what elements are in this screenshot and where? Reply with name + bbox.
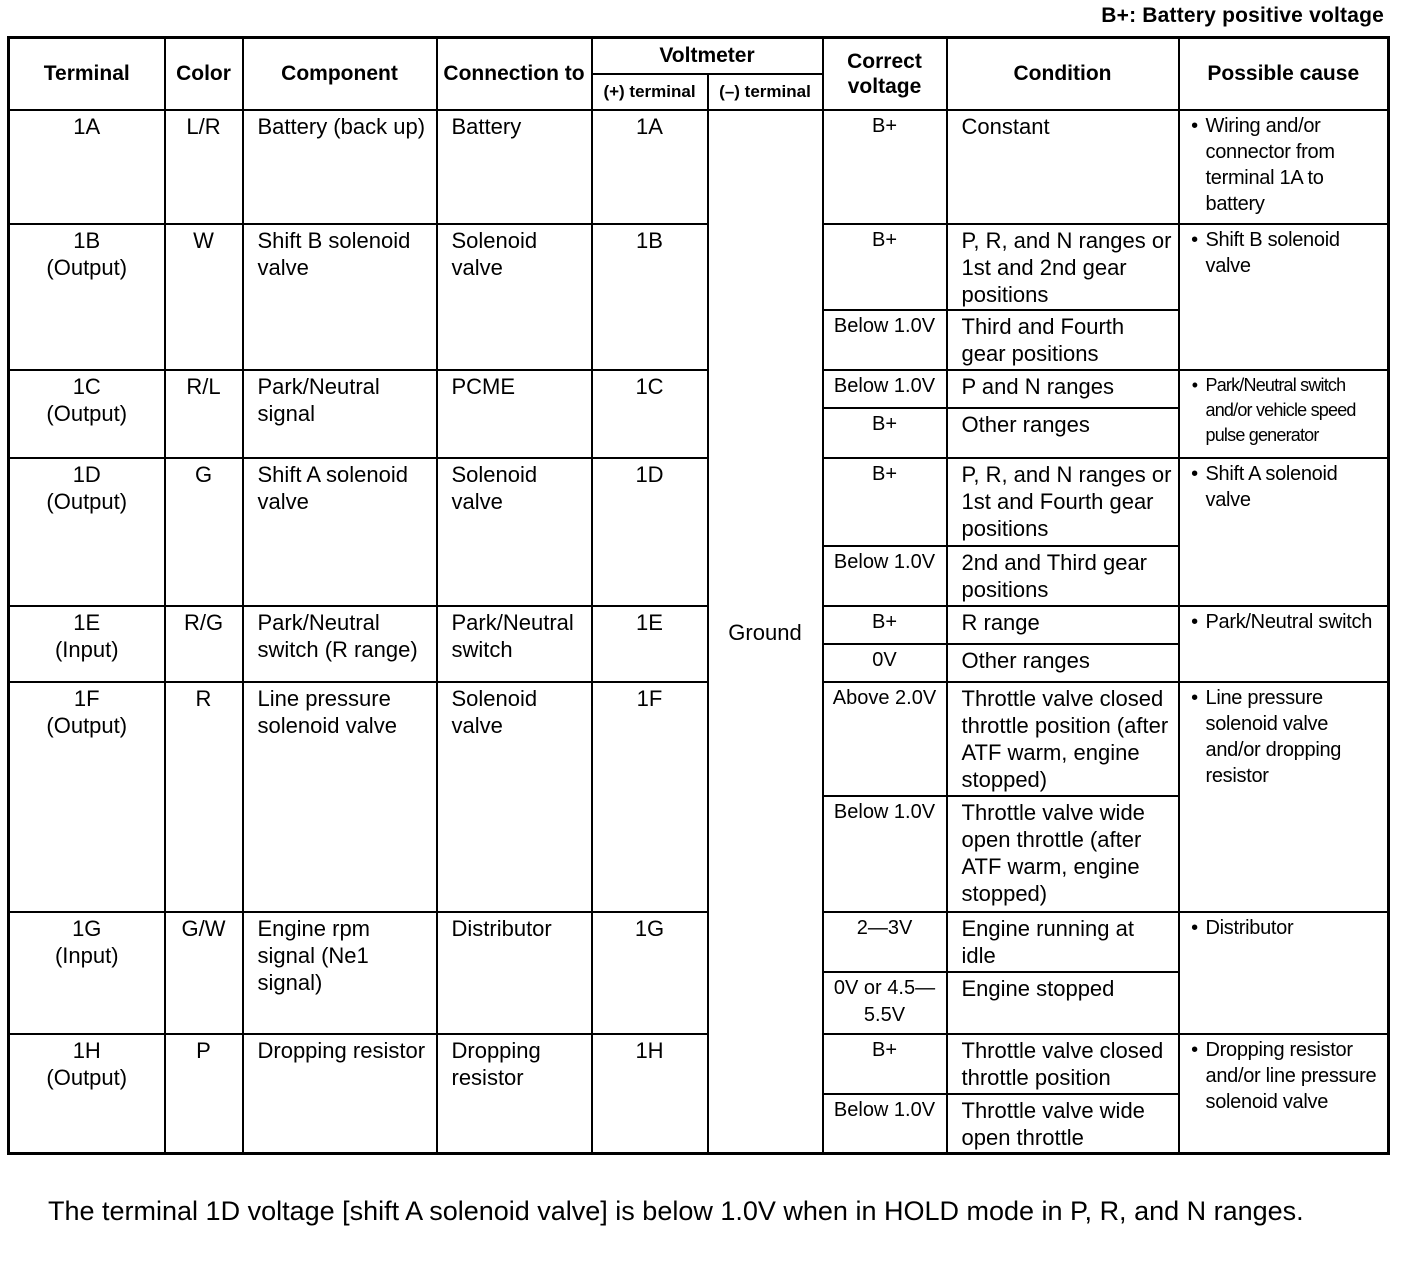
header-color: Color <box>165 38 243 110</box>
color-cell: L/R <box>165 110 243 224</box>
plus-terminal-cell: 1F <box>592 682 708 912</box>
voltage-cell: Below 1.0V <box>823 796 947 912</box>
voltage-cell: Above 2.0V <box>823 682 947 796</box>
color-cell: W <box>165 224 243 370</box>
condition-cell: P, R, and N ranges or 1st and Fourth gear positions <box>947 458 1179 546</box>
connection-cell: Solenoid valve <box>437 682 592 912</box>
cause-cell: • Wiring and/or connector from terminal 1A to battery <box>1179 110 1389 224</box>
voltage-cell: Below 1.0V <box>823 370 947 408</box>
color-cell: R/G <box>165 606 243 682</box>
header-terminal: Terminal <box>9 38 165 110</box>
condition-cell: 2nd and Third gear positions <box>947 546 1179 606</box>
header-plus-terminal: (+) terminal <box>592 74 708 110</box>
plus-terminal-cell: 1G <box>592 912 708 1034</box>
connection-cell: PCME <box>437 370 592 458</box>
table-row <box>9 224 1389 310</box>
table-row <box>9 682 1389 796</box>
condition-cell: Throttle valve wide open throttle <box>947 1094 1179 1154</box>
header-connection: Connection to <box>437 38 592 110</box>
cause-cell: • Park/Neutral switch <box>1179 606 1389 682</box>
voltage-cell: 0V or 4.5—5.5V <box>823 972 947 1034</box>
voltage-cell: B+ <box>823 1034 947 1094</box>
voltage-cell: B+ <box>823 606 947 644</box>
component-cell: Line pressure solenoid valve <box>243 682 437 912</box>
terminal-cell: 1D (Output) <box>9 458 165 606</box>
terminal-cell: 1E (Input) <box>9 606 165 682</box>
connection-cell: Distributor <box>437 912 592 1034</box>
header-minus-terminal: (–) terminal <box>708 74 823 110</box>
condition-cell: P and N ranges <box>947 370 1179 408</box>
color-cell: G/W <box>165 912 243 1034</box>
cause-cell: • Shift B solenoid valve <box>1179 224 1389 370</box>
terminal-cell: 1A <box>9 110 165 224</box>
component-cell: Park/Neutral signal <box>243 370 437 458</box>
terminal-cell: 1F (Output) <box>9 682 165 912</box>
voltage-cell: Below 1.0V <box>823 546 947 606</box>
color-cell: R <box>165 682 243 912</box>
table-row <box>9 1034 1389 1094</box>
plus-terminal-cell: 1D <box>592 458 708 606</box>
component-cell: Battery (back up) <box>243 110 437 224</box>
condition-cell: Third and Fourth gear positions <box>947 310 1179 370</box>
cause-cell: • Park/Neutral switch and/or vehicle speed pulse generator <box>1179 370 1389 458</box>
terminal-cell: 1H (Output) <box>9 1034 165 1154</box>
header-component: Component <box>243 38 437 110</box>
voltage-cell: B+ <box>823 224 947 310</box>
header-condition: Condition <box>947 38 1179 110</box>
cause-cell: • Line pressure solenoid valve and/or dropping resistor <box>1179 682 1389 912</box>
condition-cell: Engine stopped <box>947 972 1179 1034</box>
voltage-legend: B+: Battery positive voltage <box>1101 4 1384 27</box>
condition-cell: Throttle valve closed throttle position <box>947 1034 1179 1094</box>
condition-cell: Throttle valve wide open throttle (after ATF warm, engine stopped) <box>947 796 1179 912</box>
voltage-cell: Below 1.0V <box>823 310 947 370</box>
header-correct-voltage: Correct voltage <box>823 38 947 110</box>
connection-cell: Dropping resistor <box>437 1034 592 1154</box>
color-cell: R/L <box>165 370 243 458</box>
plus-terminal-cell: 1B <box>592 224 708 370</box>
voltage-cell: B+ <box>823 458 947 546</box>
condition-cell: Other ranges <box>947 408 1179 458</box>
component-cell: Shift B solenoid valve <box>243 224 437 370</box>
cause-cell: • Distributor <box>1179 912 1389 1034</box>
cause-cell: • Dropping resistor and/or line pressure solenoid valve <box>1179 1034 1389 1154</box>
cause-cell: • Shift A solenoid valve <box>1179 458 1389 606</box>
connection-cell: Solenoid valve <box>437 224 592 370</box>
condition-cell: Throttle valve closed throttle position (after ATF warm, engine stopped) <box>947 682 1179 796</box>
plus-terminal-cell: 1H <box>592 1034 708 1154</box>
component-cell: Dropping resistor <box>243 1034 437 1154</box>
condition-cell: R range <box>947 606 1179 644</box>
color-cell: P <box>165 1034 243 1154</box>
connection-cell: Park/Neutral switch <box>437 606 592 682</box>
condition-cell: Engine running at idle <box>947 912 1179 972</box>
condition-cell: Constant <box>947 110 1179 224</box>
component-cell: Engine rpm signal (Ne1 signal) <box>243 912 437 1034</box>
voltage-cell: Below 1.0V <box>823 1094 947 1154</box>
voltage-cell: B+ <box>823 110 947 224</box>
plus-terminal-cell: 1E <box>592 606 708 682</box>
condition-cell: Other ranges <box>947 644 1179 682</box>
voltage-cell: B+ <box>823 408 947 458</box>
component-cell: Shift A solenoid valve <box>243 458 437 606</box>
footnote: The terminal 1D voltage [shift A solenoid valve] is below 1.0V when in HOLD mode in P, R, and N ranges. <box>48 1196 1304 1226</box>
header-voltmeter: Voltmeter <box>592 38 823 74</box>
plus-terminal-cell: 1C <box>592 370 708 458</box>
component-cell: Park/Neutral switch (R range) <box>243 606 437 682</box>
terminal-cell: 1G (Input) <box>9 912 165 1034</box>
connection-cell: Battery <box>437 110 592 224</box>
table-row <box>9 370 1389 408</box>
table-row <box>9 606 1389 644</box>
header-possible-cause: Possible cause <box>1179 38 1389 110</box>
terminal-cell: 1B (Output) <box>9 224 165 370</box>
table-row <box>9 110 1389 224</box>
table-row <box>9 912 1389 972</box>
voltage-cell: 0V <box>823 644 947 682</box>
table-body <box>9 110 1389 1154</box>
connection-cell: Solenoid valve <box>437 458 592 606</box>
table-row <box>9 458 1389 546</box>
voltage-cell: 2—3V <box>823 912 947 972</box>
color-cell: G <box>165 458 243 606</box>
ground-cell: Ground <box>708 110 823 1154</box>
terminal-voltage-table <box>7 36 1390 1155</box>
plus-terminal-cell: 1A <box>592 110 708 224</box>
terminal-cell: 1C (Output) <box>9 370 165 458</box>
condition-cell: P, R, and N ranges or 1st and 2nd gear positions <box>947 224 1179 310</box>
